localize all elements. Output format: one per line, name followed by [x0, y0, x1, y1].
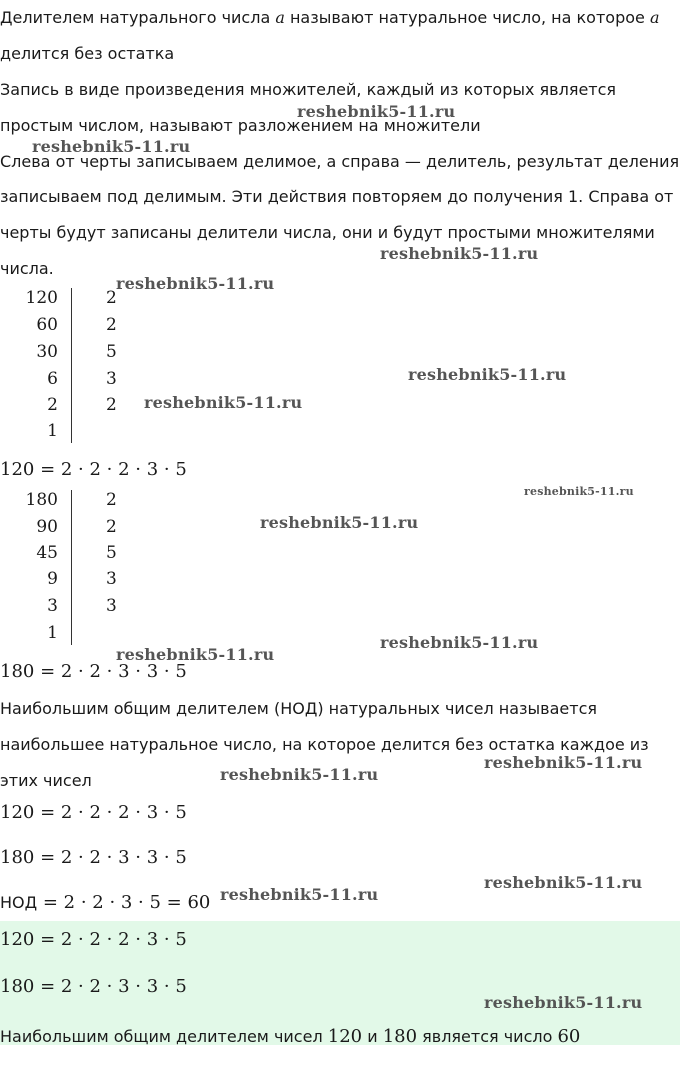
watermark: reshebnik5-11.ru	[524, 485, 634, 498]
highlight-180: 180 = 2 · 2 · 3 · 3 · 5	[0, 976, 187, 997]
method-line1: Слева от черты записываем делимое, а справа — делитель, результат деления	[0, 152, 680, 171]
division-bar	[71, 288, 72, 443]
number-180: 180	[382, 1026, 418, 1047]
number-120: 120	[327, 1026, 363, 1047]
dividend: 45	[36, 543, 58, 563]
dividend: 90	[36, 517, 58, 537]
method-line2: записываем под делимым. Эти действия повторяем до получения 1. Справа от	[0, 187, 674, 206]
watermark: reshebnik5-11.ru	[297, 102, 456, 121]
conclusion: Наибольшим общим делителем чисел 120 и 180 является число 60	[0, 1026, 581, 1047]
dividend: 60	[36, 315, 58, 335]
divisor: 2	[106, 517, 117, 537]
definition-factorization-line1: Запись в виде произведения множителей, каждый из которых является	[0, 80, 617, 99]
divisor: 2	[106, 395, 117, 415]
dividend: 6	[47, 369, 58, 389]
divisor: 3	[106, 369, 117, 389]
watermark: reshebnik5-11.ru	[408, 365, 567, 384]
watermark: reshebnik5-11.ru	[260, 513, 419, 532]
watermark: reshebnik5-11.ru	[32, 137, 191, 156]
watermark: reshebnik5-11.ru	[380, 244, 539, 263]
dividend: 30	[36, 342, 58, 362]
watermark: reshebnik5-11.ru	[220, 885, 379, 904]
dividend: 1	[47, 421, 58, 441]
gcd-definition-line1: Наибольшим общим делителем (НОД) натуральных чисел называется	[0, 699, 597, 718]
variable-a: a	[275, 8, 285, 27]
method-line3: черты будут записаны делители числа, они и будут простыми множителями	[0, 223, 655, 242]
dividend: 180	[25, 490, 58, 510]
gcd-calc-120: 120 = 2 · 2 · 2 · 3 · 5	[0, 802, 187, 823]
watermark: reshebnik5-11.ru	[116, 645, 275, 664]
divisor: 2	[106, 315, 117, 335]
nod-label: НОД	[0, 893, 38, 912]
divisor: 3	[106, 569, 117, 589]
dividend: 9	[47, 569, 58, 589]
watermark: reshebnik5-11.ru	[484, 753, 643, 772]
dividend: 3	[47, 596, 58, 616]
divisor: 5	[106, 342, 117, 362]
definition-divisor-line2: делится без остатка	[0, 44, 175, 63]
gcd-definition-line2: наибольшее натуральное число, на которое делится без остатка каждое из	[0, 735, 649, 754]
gcd-definition-line3: этих чисел	[0, 771, 92, 790]
gcd-calc-180: 180 = 2 · 2 · 3 · 3 · 5	[0, 847, 187, 868]
watermark: reshebnik5-11.ru	[380, 633, 539, 652]
divisor: 2	[106, 490, 117, 510]
watermark: reshebnik5-11.ru	[144, 393, 303, 412]
number-60: 60	[557, 1026, 581, 1047]
divisor: 3	[106, 596, 117, 616]
watermark: reshebnik5-11.ru	[484, 873, 643, 892]
highlight-120: 120 = 2 · 2 · 2 · 3 · 5	[0, 929, 187, 950]
divisor: 5	[106, 543, 117, 563]
variable-a: a	[649, 8, 660, 27]
dividend: 2	[47, 395, 58, 415]
factorization-result-120: 120 = 2 · 2 · 2 · 3 · 5	[0, 459, 187, 480]
definition-factorization-line2: простым числом, называют разложением на множители	[0, 116, 481, 135]
factorization-result-180: 180 = 2 · 2 · 3 · 3 · 5	[0, 661, 187, 682]
division-bar	[71, 490, 72, 645]
watermark: reshebnik5-11.ru	[484, 993, 643, 1012]
dividend: 1	[47, 623, 58, 643]
gcd-calc-result	[0, 893, 210, 913]
watermark: reshebnik5-11.ru	[116, 274, 275, 293]
dividend: 120	[25, 288, 58, 308]
definition-divisor-line1: Делителем натурального числа a называют натуральное число, на которое a	[0, 8, 660, 27]
method-line4: числа.	[0, 259, 54, 278]
watermark: reshebnik5-11.ru	[220, 765, 379, 784]
divisor: 2	[106, 288, 117, 308]
nod-expression: = 2 · 2 · 3 · 5 = 60	[37, 892, 211, 913]
